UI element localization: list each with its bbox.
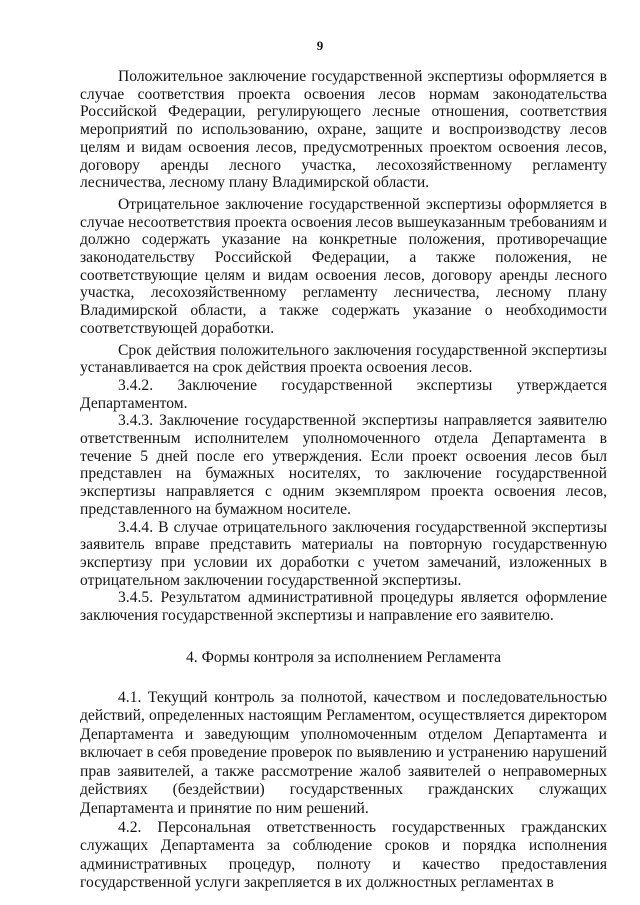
paragraph-negative-conclusion: Отрицательное заключение государственной экспертизы оформляется в случае несоответствия проекта освоения лесов вышеуказанным требованиям и должно содержать указание на конкретные положения, противоречащие законодательству Российской Федерации, а также положения, не соответствующие целям и видам освоения лесов, договору аренды лесного участка, лесохозяйственному регламенту лесничества, лесному плану Владимирской области, а также содержать указание о необходимости соответствующей доработки. <box>80 195 607 337</box>
paragraph-4-2: 4.2. Персональная ответственность государственных гражданских служащих Департамента за соблюдение сроков и порядка исполнения административных процедур, полноту и качество предоставления государственной услуги закрепляется в их должностных регламентах в <box>80 818 607 892</box>
paragraph-3-4-3: 3.4.3. Заключение государственной экспертизы направляется заявителю ответственным исполнителем уполномоченного отдела Департамента в течение 5 дней после его утверждения. Если проект освоения лесов был представлен на бумажных носителях, то заключение государственной экспертизы направляется с одним экземпляром проекта освоения лесов, представленного на бумажном носителе. <box>80 412 607 518</box>
page-number: 9 <box>316 38 324 53</box>
paragraph-3-4-5: 3.4.5. Результатом административной процедуры является оформление заключения государственной экспертизы и направление его заявителю. <box>80 589 607 625</box>
paragraph-3-4-4: 3.4.4. В случае отрицательного заключения государственной экспертизы заявитель вправе представить материалы на повторную государственную экспертизу при условии их доработки с учетом замечаний, изложенных в отрицательном заключении государственной экспертизы. <box>80 518 607 589</box>
document-body <box>80 68 607 893</box>
paragraph-4-1: 4.1. Текущий контроль за полнотой, качеством и последовательностью действий, определенных настоящим Регламентом, осуществляется директором Департамента и заведующим уполномоченным отделом Департамента и включает в себя проведение проверок по выявлению и устранению нарушений прав заявителей, а также рассмотрение жалоб заявителей о неправомерных действиях (бездействии) государственных гражданских служащих Департамента и принятие по ним решений. <box>80 688 607 818</box>
paragraph-positive-conclusion: Положительное заключение государственной экспертизы оформляется в случае соответствия проекта освоения лесов нормам законодательства Российской Федерации, регулирующего лесные отношения, соответствия мероприятий по использованию, охране, защите и воспроизводству лесов целям и видам освоения лесов, предусмотренных проектом освоения лесов, договору аренды лесного участка, лесохозяйственному регламенту лесничества, лесному плану Владимирской области. <box>80 68 607 192</box>
paragraph-validity-period: Срок действия положительного заключения государственной экспертизы устанавливается на срок действия проекта освоения лесов. <box>80 341 607 377</box>
section-title: 4. Формы контроля за исполнением Регламента <box>185 648 502 666</box>
paragraph-3-4-2: 3.4.2. Заключение государственной экспертизы утверждается Департаментом. <box>80 376 607 412</box>
